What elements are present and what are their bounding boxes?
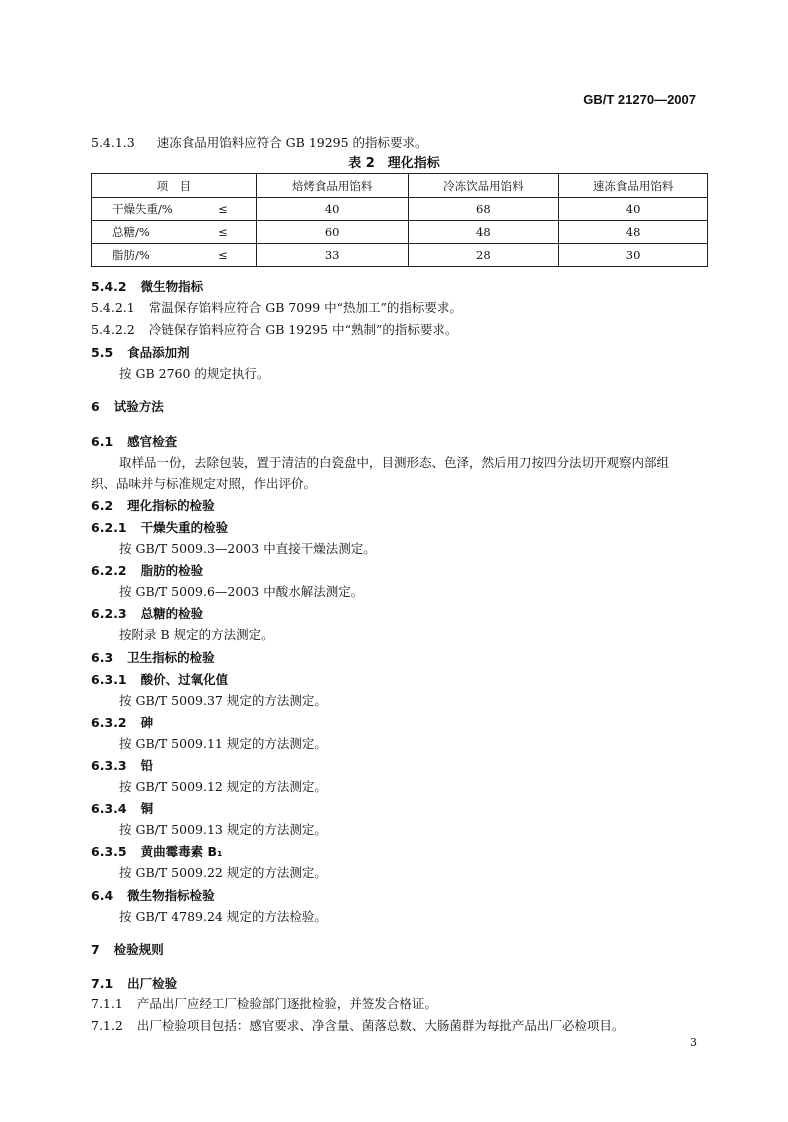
body-line: [91, 320, 457, 338]
clause-number: 6.2: [91, 498, 114, 513]
body-line: [91, 1016, 624, 1034]
body-line: [91, 974, 177, 992]
body-line: [119, 734, 327, 752]
clause-number: 7.1.2: [91, 1018, 123, 1033]
body-line: [91, 756, 153, 774]
paragraph-text: 按 GB/T 5009.6—2003 中酸水解法测定。: [119, 584, 364, 599]
paragraph-text: 冷链保存馅料应符合 GB 19295 中“熟制”的指标要求。: [148, 322, 458, 337]
body-line: [91, 561, 203, 579]
section-heading: 卫生指标的检验: [127, 650, 215, 665]
section-heading: 干燥失重的检验: [140, 520, 229, 535]
section-heading: 理化指标的检验: [127, 498, 215, 513]
clause-number: 6.3.2: [91, 715, 127, 730]
clause-number: 5.5: [91, 345, 114, 360]
table-cell: 40: [256, 198, 408, 221]
page-number: 3: [690, 1036, 697, 1049]
body-line: [91, 940, 164, 958]
section-heading: 感官检查: [127, 434, 178, 449]
body-line: [91, 713, 153, 731]
clause-number: 6.2.1: [91, 520, 127, 535]
section-heading: 出厂检验: [127, 976, 178, 991]
table-caption: 表 2 理化指标: [348, 156, 440, 171]
paragraph-text: 按 GB/T 5009.37 规定的方法测定。: [119, 693, 327, 708]
clause-number: 6.2.3: [91, 606, 127, 621]
body-line: [119, 364, 269, 382]
table-cell: 48: [559, 221, 708, 244]
section-heading: 微生物指标检验: [127, 888, 215, 903]
clause-number: 6.1: [91, 434, 114, 449]
paragraph-text: 产品出厂应经工厂检验部门逐批检验，并签发合格证。: [136, 996, 437, 1011]
body-line: [91, 842, 222, 860]
body-line: [91, 518, 228, 536]
clause-number: 5.4.2.1: [91, 300, 135, 315]
paragraph-text: 按 GB/T 5009.22 规定的方法测定。: [119, 865, 327, 880]
body-line: [91, 397, 164, 415]
clause-number: 6.3: [91, 650, 114, 665]
section-heading: 食品添加剂: [127, 345, 190, 360]
table-header-cell: 焙烤食品用馅料: [256, 174, 408, 198]
body-line: [119, 539, 376, 557]
body-line: [91, 432, 177, 450]
body-line: [119, 453, 669, 471]
le-symbol: ≤: [218, 248, 228, 262]
body-line: [91, 648, 215, 666]
clause-number: 6.4: [91, 888, 114, 903]
table-item-cell: [92, 198, 257, 221]
clause-number: 5.4.2.2: [91, 322, 135, 337]
section-heading: 检验规则: [113, 942, 164, 957]
clause-number: 7.1: [91, 976, 114, 991]
clause-number: 6.3.3: [91, 758, 127, 773]
table-header-cell: 速冻食品用馅料: [559, 174, 708, 198]
table-row: [92, 198, 708, 221]
table-row: [92, 221, 708, 244]
paragraph-text: 按 GB/T 5009.11 规定的方法测定。: [119, 736, 327, 751]
clause-number: 7.1.1: [91, 996, 123, 1011]
body-line: [119, 582, 363, 600]
body-line: [91, 343, 190, 361]
body-line: [91, 298, 462, 316]
section-heading: 黄曲霉毒素 B₁: [140, 844, 223, 859]
body-line: [91, 994, 437, 1012]
body-line: [91, 604, 203, 622]
paragraph-text: 按 GB 2760 的规定执行。: [119, 366, 270, 381]
table-cell: 33: [256, 244, 408, 267]
item-label: 干燥失重/%: [112, 202, 173, 216]
section-heading: 微生物指标: [140, 279, 204, 294]
section-heading: 砷: [140, 715, 154, 730]
body-line: [91, 277, 203, 295]
le-symbol: ≤: [218, 225, 228, 239]
table-item-cell: [92, 221, 257, 244]
paragraph-text: 按 GB/T 5009.3—2003 中直接干燥法测定。: [119, 541, 376, 556]
clause-number: 5.4.1.3: [91, 135, 135, 150]
paragraph-text: 按 GB/T 4789.24 规定的方法检验。: [119, 909, 327, 924]
body-line: [91, 886, 215, 904]
paragraph-text: 取样品一份，去除包装，置于清洁的白瓷盘中，目测形态、色泽，然后用刀按四分法切开观察内部组: [119, 455, 670, 470]
le-symbol: ≤: [218, 202, 228, 216]
clause-number: 5.4.2: [91, 279, 127, 294]
paragraph-text: 按附录 B 规定的方法测定。: [119, 627, 274, 642]
section-heading: 铅: [140, 758, 154, 773]
clause-number: 6.2.2: [91, 563, 127, 578]
table-cell: 60: [256, 221, 408, 244]
body-line: [91, 799, 153, 817]
clause-number: 6.3.4: [91, 801, 127, 816]
table-header-row: [92, 174, 708, 198]
clause-number: 6.3.5: [91, 844, 127, 859]
item-label: 总糖/%: [112, 225, 150, 239]
clause-number: 6.3.1: [91, 672, 127, 687]
table-cell: 30: [559, 244, 708, 267]
physicochemical-table: [91, 173, 708, 267]
clause-number: 6: [91, 399, 100, 414]
body-line: [119, 625, 274, 643]
section-heading: 脂肪的检验: [140, 563, 204, 578]
paragraph-text: 按 GB/T 5009.12 规定的方法测定。: [119, 779, 327, 794]
paragraph-text: 按 GB/T 5009.13 规定的方法测定。: [119, 822, 327, 837]
table-cell: 40: [559, 198, 708, 221]
paragraph-text: 出厂检验项目包括：感官要求、净含量、菌落总数、大肠菌群为每批产品出厂必检项目。: [136, 1018, 625, 1033]
clause-text: 速冻食品用馅料应符合 GB 19295 的指标要求。: [156, 135, 428, 150]
body-line: [91, 670, 228, 688]
body-line: [119, 907, 327, 925]
table-cell: 68: [408, 198, 559, 221]
table-header-cell: 项 目: [92, 174, 257, 198]
paragraph-text: 织、品味并与标准规定对照，作出评价。: [91, 476, 317, 491]
table-item-cell: [92, 244, 257, 267]
section-heading: 酸价、过氧化值: [140, 672, 229, 687]
body-line: [91, 474, 316, 492]
section-heading: 总糖的检验: [140, 606, 204, 621]
body-line: [119, 820, 327, 838]
section-heading: 试验方法: [113, 399, 164, 414]
body-line: [119, 863, 327, 881]
section-heading: 铜: [140, 801, 154, 816]
clause-number: 7: [91, 942, 100, 957]
standard-code-header: GB/T 21270—2007: [583, 92, 696, 107]
body-line: [119, 691, 327, 709]
body-line: [91, 496, 215, 514]
table-cell: 28: [408, 244, 559, 267]
clause-5-4-1-3: [91, 133, 428, 151]
item-label: 脂肪/%: [112, 248, 150, 262]
table-cell: 48: [408, 221, 559, 244]
table-header-cell: 冷冻饮品用馅料: [408, 174, 559, 198]
paragraph-text: 常温保存馅料应符合 GB 7099 中“热加工”的指标要求。: [148, 300, 462, 315]
body-line: [119, 777, 327, 795]
table-row: [92, 244, 708, 267]
